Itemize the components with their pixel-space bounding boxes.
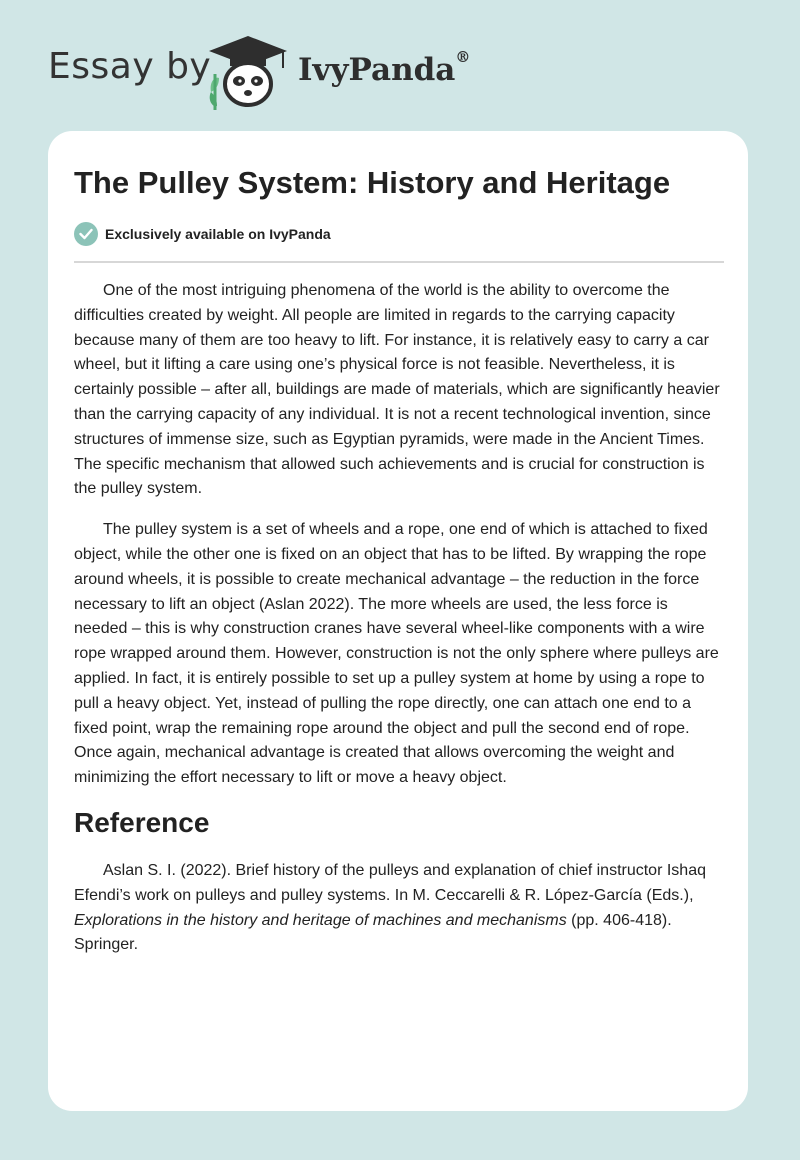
divider [74,261,724,263]
paragraph: One of the most intriguing phenomena of the world is the ability to overcome the difficulties created by weight. All people are limited in regards to the carrying capacity because many of them are too heavy to lift. For instance, it is relatively easy to carry a car wheel, but it lifting a care using one’s physical force is not feasible. Nevertheless, it is certainly possible – after all, buildings are made of materials, which are significantly heavier than the carrying capacity of any individual. It is not a recent technological invention, since structures of immense size, such as Egyptian pyramids, were made in the Ancient Times. The specific mechanism that allowed such achievements and is crucial for construction is the pulley system. [74,282,720,498]
essay-by-label: Essay by [48,46,212,87]
reference-text: Aslan S. I. (2022). Brief history of the pulleys and explanation of chief instructor Ishaq Efendi’s work on pulleys and pulley systems. In M. Ceccarelli & R. López-García (Eds.), [74,861,706,904]
brand-text: IvyPanda [298,52,456,88]
registered-mark: ® [455,48,471,66]
checkmark-icon [74,222,98,246]
paragraph: The pulley system is a set of wheels and a rope, one end of which is attached to fixed object, while the other one is fixed on an object that has to be lifted. By wrapping the rope around wheels, it is possible to create mechanical advantage – the reduction in the force necessary to lift an object (Aslan 2022). The more wheels are used, the less force is needed – this is why construction cranes have several wheel-like components with a wire rope wrapped around them. However, construction is not the only sphere where pulleys are applied. In fact, it is entirely possible to set up a pulley system at home by using a rope to pull a heavy object. Yet, instead of pulling the rope directly, one can attach one end to a fixed point, wrap the remaining rope around the object and pull the second end of rope. Once again, mechanical advantage is created that allows overcoming the weight and minimizing the effort necessary to lift or move a heavy object. [74,521,719,787]
essay-card [48,131,748,1111]
reference-entry [74,859,724,958]
essay-body [74,279,724,974]
reference-book-title: Explorations in the history and heritage of machines and mechanisms [74,911,567,929]
page-title: The Pulley System: History and Heritage [74,165,671,200]
exclusive-badge [74,222,331,246]
site-header [48,34,548,110]
exclusive-badge-label: Exclusively available on IvyPanda [105,226,331,242]
panda-logo-icon[interactable] [203,34,293,110]
reference-pages: (pp. 406-418). Springer. [74,911,672,954]
reference-heading: Reference [74,806,210,838]
brand-name[interactable] [298,48,471,88]
